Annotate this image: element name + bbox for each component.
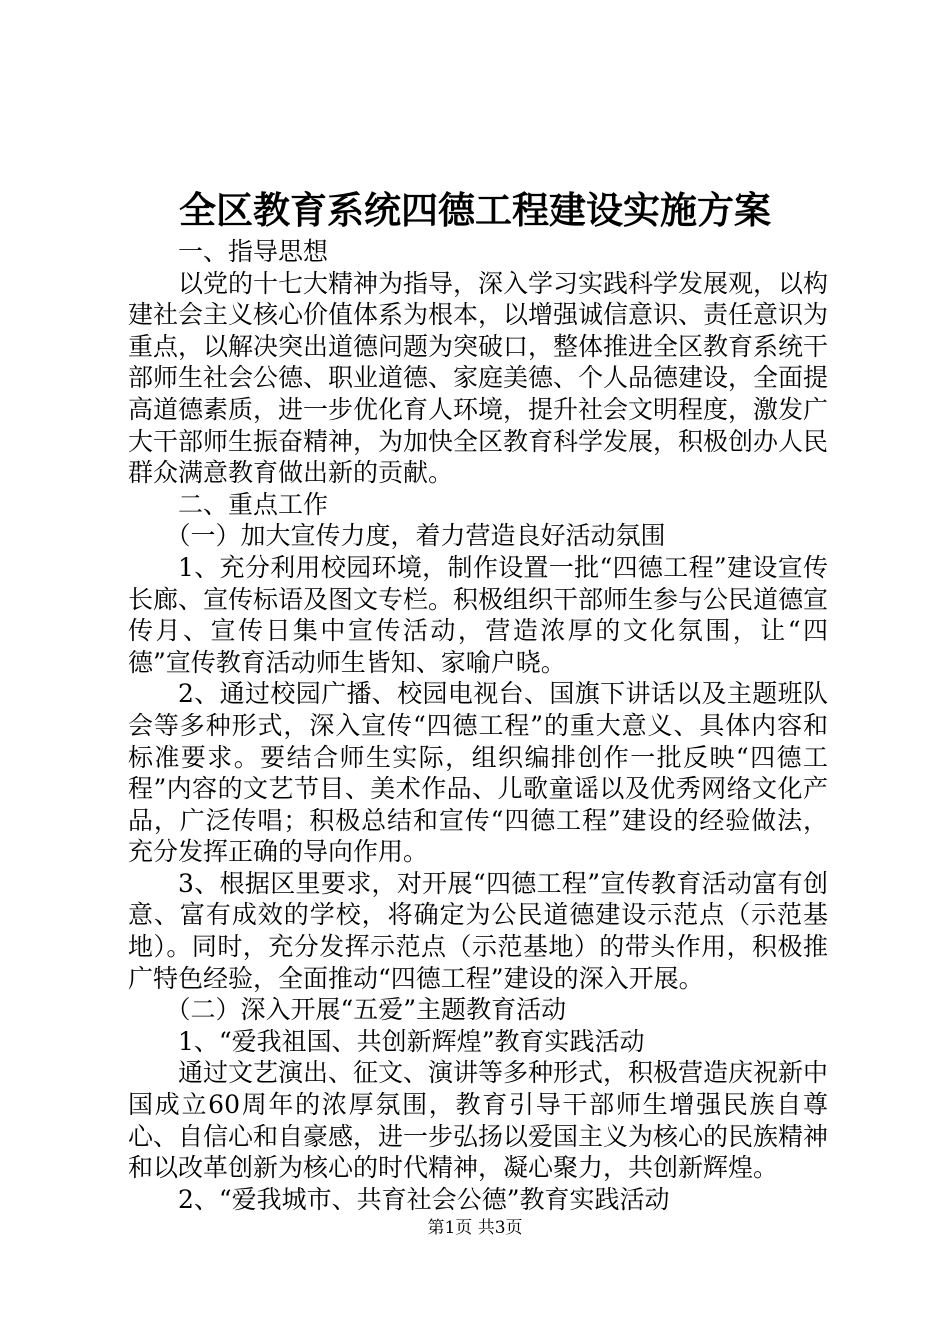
body-paragraph: 2、通过校园广播、校园电视台、国旗下讲话以及主题班队会等多种形式，深入宣传“四德工程”的重大意义、具体内容和标准要求。要结合师生实际，组织编排创作一批反映“四德工程”内容的文艺节目、美术作品、儿歌童谣以及优秀网络文化产品，广泛传唱；积极总结和宣传“四德工程”建设的经验做法，充分发挥正确的导向作用。 [128,679,828,867]
subsection-heading: （二）深入开展“五爱”主题教育活动 [165,995,567,1025]
body-paragraph: 2、“爱我城市、共育社会公德”教育实践活动 [178,1184,670,1214]
document-title: 全区教育系统四德工程建设实施方案 [179,188,771,232]
section-heading: 二、重点工作 [178,489,329,519]
body-paragraph: 3、根据区里要求，对开展“四德工程”宣传教育活动富有创意、富有成效的学校，将确定为公民道德建设示范点（示范基地）。同时，充分发挥示范点（示范基地）的带头作用，积极推广特色经验，全面推动“四德工程”建设的深入开展。 [128,868,828,993]
page-number-footer: 第1页 共3页 [427,1218,523,1238]
body-paragraph: 1、“爱我祖国、共创新辉煌”教育实践活动 [178,1026,645,1056]
body-paragraph: 以党的十七大精神为指导，深入学习实践科学发展观，以构建社会主义核心价值体系为根本，以增强诚信意识、责任意识为重点，以解决突出道德问题为突破口，整体推进全区教育系统干部师生社会公德、职业道德、家庭美德、个人品德建设，全面提高道德素质，进一步优化育人环境，提升社会文明程度，激发广大干部师生振奋精神，为加快全区教育科学发展，积极创办人民群众满意教育做出新的贡献。 [128,268,829,488]
body-paragraph: 通过文艺演出、征文、演讲等多种形式，积极营造庆祝新中国成立60周年的浓厚氛围，教育引导干部师生增强民族自尊心、自信心和自豪感，进一步弘扬以爱国主义为核心的民族精神和以改革创新为核心的时代精神，凝心聚力，共创新辉煌。 [128,1058,829,1183]
section-heading: 一、指导思想 [178,237,329,266]
document-body [128,236,828,1215]
subsection-heading: （一）加大宣传力度，着力营造良好活动氛围 [165,521,666,551]
body-paragraph: 1、充分利用校园环境，制作设置一批“四德工程”建设宣传长廊、宣传标语及图文专栏。积极组织干部师生参与公民道德宣传月、宣传日集中宣传活动，营造浓厚的文化氛围，让“四德”宣传教育活动师生皆知、家喻户晓。 [128,552,829,677]
